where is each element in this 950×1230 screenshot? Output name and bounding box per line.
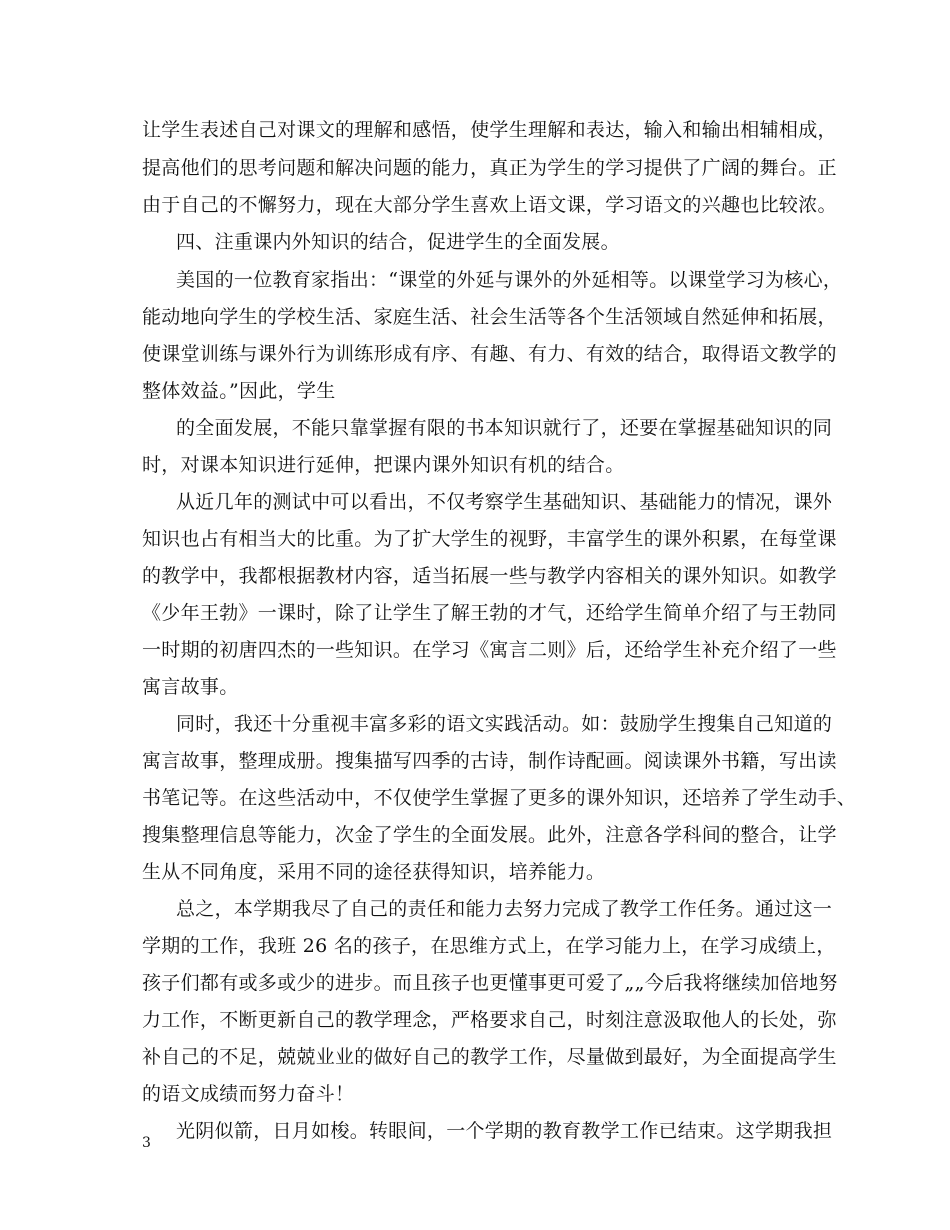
text-line: 知识也占有相当大的比重。为了扩大学生的视野，丰富学生的课外积累，在每堂课 [142,528,837,550]
text-line: 寓言故事，整理成册。搜集描写四季的古诗，制作诗配画。阅读课外书籍，写出读 [142,750,837,772]
section-heading: 四、注重课内外知识的结合，促进学生的全面发展。 [176,231,620,253]
text-line: 总之，本学期我尽了自己的责任和能力去努力完成了教学工作任务。通过这一 [176,898,833,920]
text-line: 《少年王勃》一课时，除了让学生了解王勃的才气，还给学生简单介绍了与王勃同 [142,602,837,624]
text-line: 书笔记等。在这些活动中，不仅使学生掌握了更多的课外知识，还培养了学生动手、 [142,787,857,809]
text-line: 使课堂训练与课外行为训练形成有序、有趣、有力、有效的结合，取得语文教学的 [142,343,837,365]
text-line: 的全面发展，不能只靠掌握有限的书本知识就行了，还要在掌握基础知识的同 [176,417,833,439]
text-line: 一时期的初唐四杰的一些知识。在学习《寓言二则》后，还给学生补充介绍了一些 [142,639,837,661]
text-line: 美国的一位教育家指出：“课堂的外延与课外的外延相等。以课堂学习为核心， [176,269,843,291]
text-line: 时，对课本知识进行延伸，把课内课外知识有机的结合。 [142,454,625,476]
text-line: 生从不同角度，采用不同的途径获得知识，培养能力。 [142,861,606,883]
text-line: 提高他们的思考问题和解决问题的能力，真正为学生的学习提供了广阔的舞台。正 [142,157,837,179]
text-line: 的语文成绩而努力奋斗！ [142,1083,355,1105]
text-line: 同时，我还十分重视丰富多彩的语文实践活动。如：鼓励学生搜集自己知道的 [176,713,833,735]
text-line: 搜集整理信息等能力，次金了学生的全面发展。此外，注意各学科间的整合，让学 [142,824,837,846]
text-line: 补自己的不足，兢兢业业的做好自己的教学工作，尽量做到最好，为全面提高学生 [142,1046,837,1068]
text-line: 学期的工作，我班 26 名的孩子，在思维方式上，在学习能力上，在学习成绩上， [142,935,836,957]
text-line: 光阴似箭，日月如梭。转眼间，一个学期的教育教学工作已结束。这学期我担 [176,1120,833,1142]
text-line: 孩子们都有或多或少的进步。而且孩子也更懂事更可爱了„„今后我将继续加倍地努 [142,972,838,994]
page-number: 3 [142,1135,151,1151]
text-line: 的教学中，我都根据教材内容，适当拓展一些与教学内容相关的课外知识。如教学 [142,565,837,587]
text-line: 力工作，不断更新自己的教学理念，严格要求自己，时刻注意汲取他人的长处，弥 [142,1009,837,1031]
text-line: 整体效益。”因此，学生 [142,380,336,402]
text-line: 寓言故事。 [142,676,239,698]
text-line: 由于自己的不懈努力，现在大部分学生喜欢上语文课，学习语文的兴趣也比较浓。 [142,194,837,216]
text-line: 能动地向学生的学校生活、家庭生活、社会生活等各个生活领域自然延伸和拓展， [142,306,837,328]
text-line: 从近几年的测试中可以看出，不仅考察学生基础知识、基础能力的情况，课外 [176,491,833,513]
text-line: 让学生表述自己对课文的理解和感悟，使学生理解和表达，输入和输出相辅相成， [142,119,837,141]
